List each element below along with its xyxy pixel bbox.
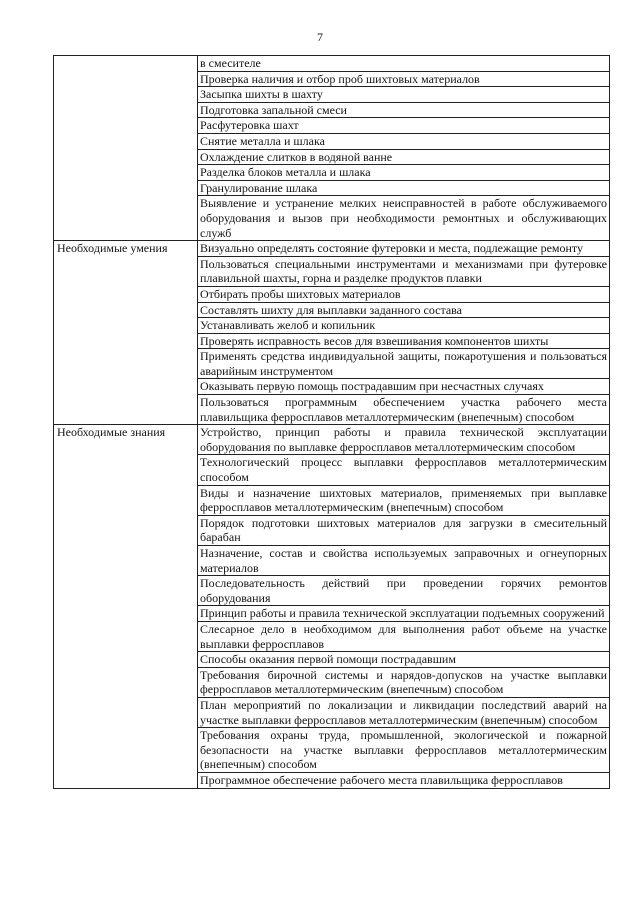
labor-action-row xyxy=(54,56,610,72)
skill-row-text: Составлять шихту для выплавки заданного состава xyxy=(198,302,610,318)
knowledge-row-text: Устройство, принцип работы и правила технической эксплуатации оборудования по выплавке ферросплавов металлотермическим способом xyxy=(198,425,610,455)
knowledge-label: Необходимые знания xyxy=(54,425,198,788)
skill-row-text: Проверять исправность весов для взвешивания компонентов шихты xyxy=(198,333,610,349)
competency-table xyxy=(53,55,610,789)
skills-label: Необходимые умения xyxy=(54,241,198,425)
skill-row-text: Применять средства индивидуальной защиты, пожаротушения и пользоваться аварийным инструментом xyxy=(198,349,610,379)
knowledge-row-text: Требования бирочной системы и нарядов-допусков на участке выплавки ферросплавов металлотермическим (внепечным) способом xyxy=(198,667,610,697)
knowledge-row-text: Требования охраны труда, промышленной, экологической и пожарной безопасности на участке выплавки ферросплавов металлотермическим (внепечным) способом xyxy=(198,728,610,773)
knowledge-row-text: Виды и назначение шихтовых материалов, применяемых при выплавке ферросплавов металлотермическим (внепечным) способом xyxy=(198,485,610,515)
labor-action-row-text: Гранулирование шлака xyxy=(198,180,610,196)
labor-action-row-text: в смесителе xyxy=(198,56,610,72)
knowledge-row xyxy=(54,425,610,455)
label-cell-empty xyxy=(54,56,198,241)
knowledge-row-text: Порядок подготовки шихтовых материалов для загрузки в смесительный барабан xyxy=(198,515,610,545)
skill-row xyxy=(54,241,610,257)
skill-row-text: Пользоваться специальными инструментами и механизмами при футеровке плавильной шахты, горна и разделке продуктов плавки xyxy=(198,256,610,286)
labor-action-row-text: Подготовка запальной смеси xyxy=(198,102,610,118)
page-number: 7 xyxy=(317,30,323,44)
labor-action-row-text: Проверка наличия и отбор проб шихтовых материалов xyxy=(198,71,610,87)
labor-action-row-text: Выявление и устранение мелких неисправностей в работе обслуживаемого оборудования и вызов при необходимости ремонтных и обслуживающих служб xyxy=(198,196,610,241)
labor-action-row-text: Снятие металла и шлака xyxy=(198,133,610,149)
knowledge-row-text: Слесарное дело в необходимом для выполнения работ объеме на участке выплавки ферросплавов xyxy=(198,621,610,651)
knowledge-row-text: Принцип работы и правила технической эксплуатации подъемных сооружений xyxy=(198,606,610,622)
knowledge-row-text: План мероприятий по локализации и ликвидации последствий аварий на участке выплавки ферросплавов металлотермическим (внепечным) способом xyxy=(198,697,610,727)
skill-row-text: Оказывать первую помощь пострадавшим при несчастных случаях xyxy=(198,379,610,395)
labor-action-row-text: Разделка блоков металла и шлака xyxy=(198,165,610,181)
skill-row-text: Визуально определять состояние футеровки и места, подлежащие ремонту xyxy=(198,241,610,257)
labor-action-row-text: Засыпка шихты в шахту xyxy=(198,87,610,103)
skill-row-text: Пользоваться программным обеспечением участка рабочего места плавильщика ферросплавов металлотермическим (внепечным) способом xyxy=(198,395,610,425)
labor-action-row-text: Расфутеровка шахт xyxy=(198,118,610,134)
knowledge-row-text: Способы оказания первой помощи пострадавшим xyxy=(198,652,610,668)
knowledge-row-text: Назначение, состав и свойства используемых заправочных и огнеупорных материалов xyxy=(198,546,610,576)
skill-row-text: Отбирать пробы шихтовых материалов xyxy=(198,286,610,302)
knowledge-row-text: Технологический процесс выплавки ферросплавов металлотермическим способом xyxy=(198,455,610,485)
knowledge-row-text: Последовательность действий при проведении горячих ремонтов оборудования xyxy=(198,576,610,606)
knowledge-row-text: Программное обеспечение рабочего места плавильщика ферросплавов xyxy=(198,772,610,788)
skill-row-text: Устанавливать желоб и копильник xyxy=(198,318,610,334)
labor-action-row-text: Охлаждение слитков в водяной ванне xyxy=(198,149,610,165)
